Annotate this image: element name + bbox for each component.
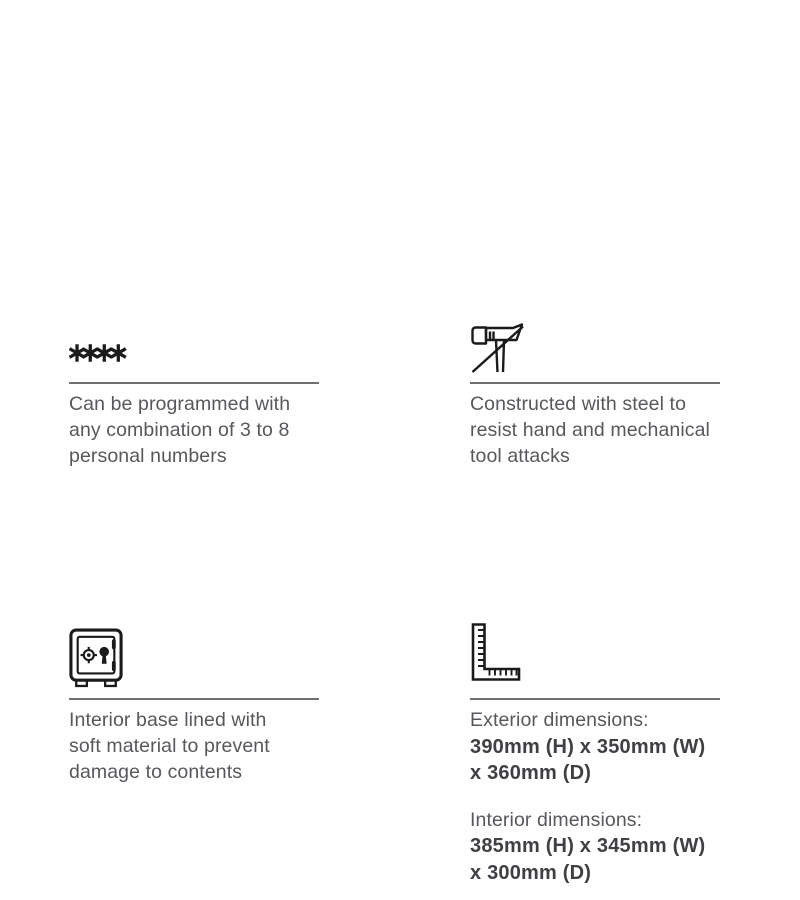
- description-line: resist hand and mechanical: [470, 419, 710, 441]
- asterisks-icon: [69, 320, 319, 382]
- interior-dimensions-value: 385mm (H) x 345mm (W): [470, 835, 706, 857]
- crossed-hammer-icon: [470, 320, 720, 382]
- interior-dimensions: [470, 807, 720, 887]
- exterior-dimensions-value: x 360mm (D): [470, 762, 592, 784]
- description-line: any combination of 3 to 8: [69, 419, 290, 441]
- description-line: Can be programmed with: [69, 393, 291, 415]
- description-line: personal numbers: [69, 445, 227, 467]
- description-line: soft material to prevent: [69, 735, 270, 757]
- exterior-dimensions-value: 390mm (H) x 350mm (W): [470, 735, 706, 758]
- exterior-dimensions-label: Exterior dimensions:: [470, 709, 649, 731]
- interior-dimensions-label: Interior dimensions:: [470, 808, 643, 831]
- feature-steel-construction: [470, 320, 720, 469]
- set-square-icon: [470, 622, 720, 698]
- description-line: Constructed with steel to: [470, 393, 687, 415]
- feature-divider: [69, 698, 319, 700]
- feature-description: [470, 391, 720, 469]
- feature-description: [69, 391, 319, 469]
- feature-description: [69, 707, 319, 785]
- description-line: damage to contents: [69, 761, 243, 783]
- description-line: tool attacks: [470, 445, 570, 467]
- safe-icon: [69, 622, 319, 698]
- feature-divider: [69, 382, 319, 384]
- exterior-dimensions: [470, 707, 720, 787]
- feature-divider: [470, 698, 720, 700]
- feature-programmable-code: [69, 320, 319, 469]
- interior-dimensions-value: x 300mm (D): [470, 861, 592, 884]
- feature-dimensions: [470, 622, 720, 886]
- feature-divider: [470, 382, 720, 384]
- feature-lined-interior: [69, 622, 319, 785]
- description-line: Interior base lined with: [69, 709, 267, 731]
